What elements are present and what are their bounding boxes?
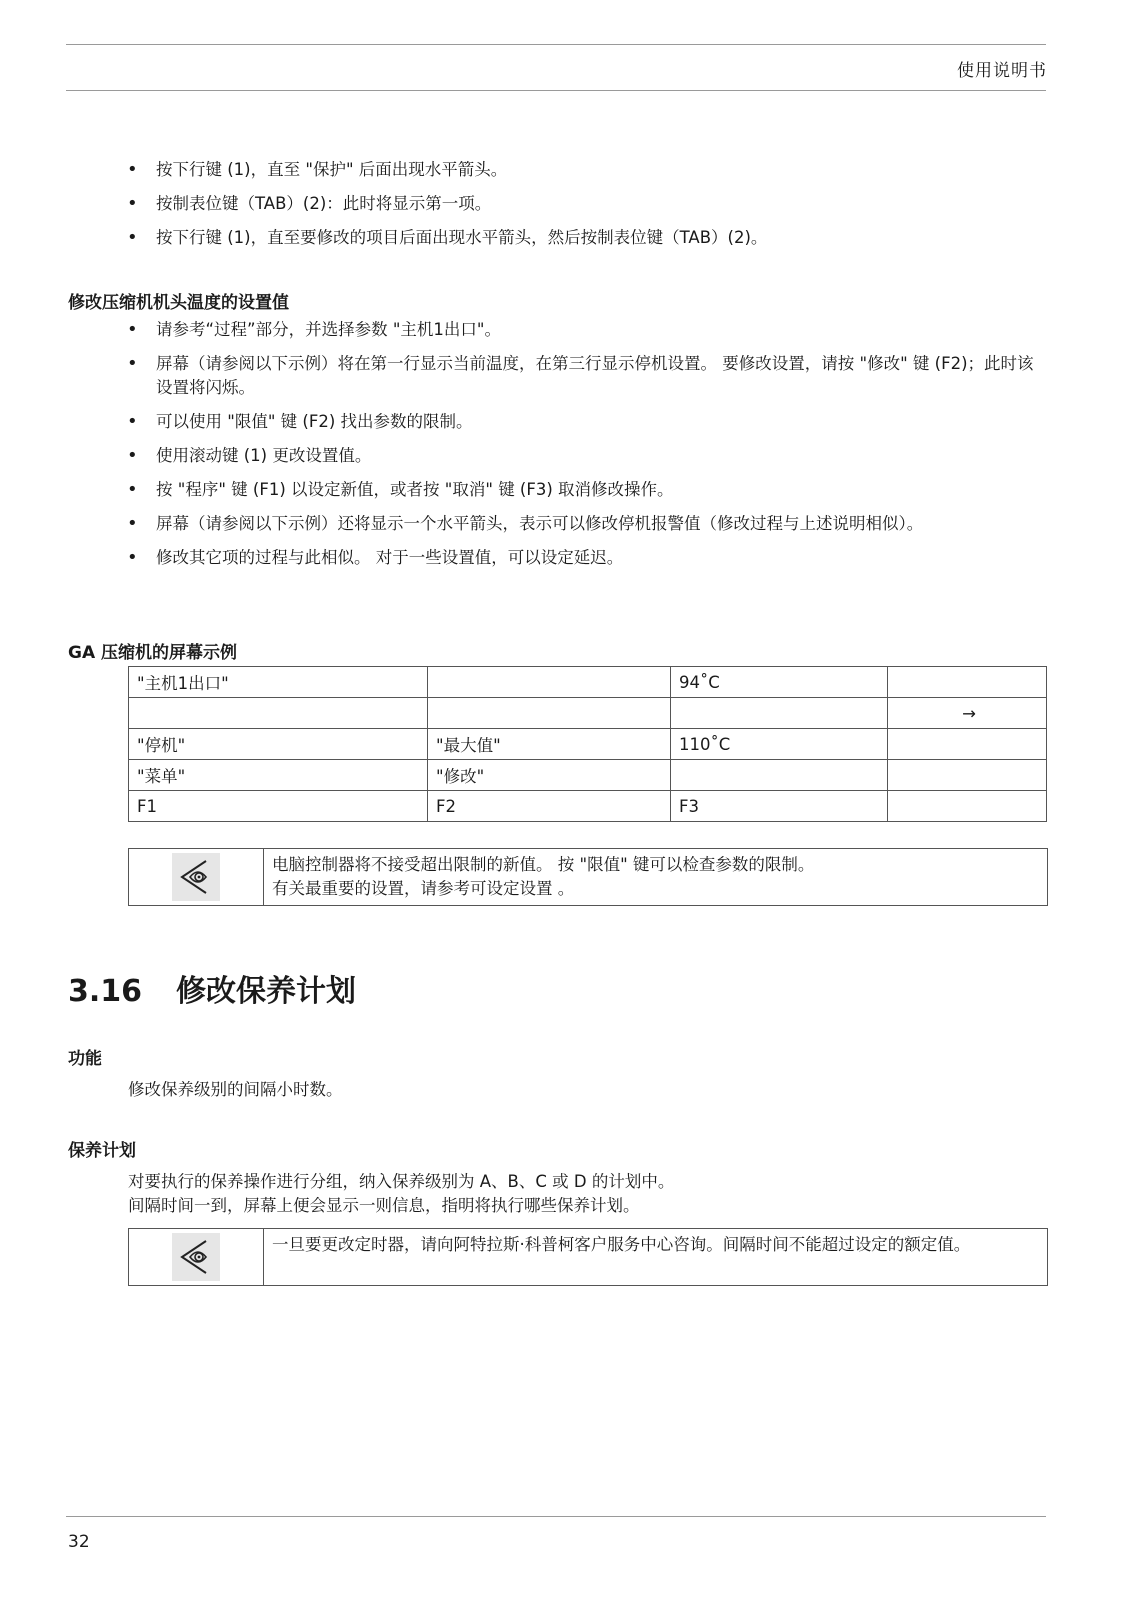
table-row — [129, 760, 1047, 791]
note-line: 电脑控制器将不接受超出限制的新值。 按 "限值" 键可以检查参数的限制。 — [272, 855, 815, 874]
table-cell — [671, 698, 888, 729]
section-heading: 修改保养计划 — [176, 974, 356, 1009]
eye-icon — [172, 853, 220, 901]
table-cell — [671, 760, 888, 791]
header-title: 使用说明书 — [957, 61, 1047, 81]
table-cell — [428, 667, 671, 698]
page-number: 32 — [68, 1532, 90, 1552]
table-row — [129, 729, 1047, 760]
table-cell: F1 — [129, 791, 428, 822]
plan-heading: 保养计划 — [68, 1141, 136, 1161]
list-item: • 请参考“过程”部分，并选择参数 "主机1出口"。 — [125, 318, 1045, 342]
arrow-cell: → — [888, 698, 1047, 729]
table-cell: 94˚C — [671, 667, 888, 698]
table-cell: "停机" — [129, 729, 428, 760]
list-item: • 按 "程序" 键 (F1) 以设定新值，或者按 "取消" 键 (F3) 取消修改操作。 — [125, 478, 1045, 502]
table-cell: F2 — [428, 791, 671, 822]
function-text: 修改保养级别的间隔小时数。 — [128, 1080, 343, 1099]
table-cell — [129, 698, 428, 729]
temp-section-heading: 修改压缩机机头温度的设置值 — [68, 293, 289, 313]
list-item: • 按下行键 (1)，直至要修改的项目后面出现水平箭头，然后按制表位键（TAB）(2)。 — [125, 226, 1045, 250]
table-cell: 110˚C — [671, 729, 888, 760]
header-top-rule — [66, 44, 1046, 45]
table-cell — [888, 729, 1047, 760]
table-cell: "主机1出口" — [129, 667, 428, 698]
temp-bullet-list — [125, 318, 1045, 580]
top-bullet-list — [125, 158, 1045, 260]
table-row — [129, 698, 1047, 729]
list-item: • 屏幕（请参阅以下示例）还将显示一个水平箭头，表示可以修改停机报警值（修改过程与上述说明相似）。 — [125, 512, 1045, 536]
table-cell — [428, 698, 671, 729]
list-item: • 使用滚动键 (1) 更改设置值。 — [125, 444, 1045, 468]
table-cell: "菜单" — [129, 760, 428, 791]
list-item: • 屏幕（请参阅以下示例）将在第一行显示当前温度，在第三行显示停机设置。 要修改设置，请按 "修改" 键 (F2)；此时该设置将闪烁。 — [125, 352, 1045, 400]
list-item: • 按制表位键（TAB）(2)：此时将显示第一项。 — [125, 192, 1045, 216]
table-row — [129, 791, 1047, 822]
header-bottom-rule — [66, 90, 1046, 91]
note-text — [264, 849, 822, 905]
table-cell: F3 — [671, 791, 888, 822]
list-item: • 按下行键 (1)，直至 "保护" 后面出现水平箭头。 — [125, 158, 1045, 182]
table-row — [129, 667, 1047, 698]
list-item: • 可以使用 "限值" 键 (F2) 找出参数的限制。 — [125, 410, 1045, 434]
screen-example-table — [128, 666, 1047, 822]
table-cell — [888, 667, 1047, 698]
note-icon-cell — [129, 1229, 264, 1285]
plan-line: 对要执行的保养操作进行分组，纳入保养级别为 A、B、C 或 D 的计划中。 — [128, 1172, 675, 1191]
note-icon-cell — [129, 849, 264, 905]
table-cell — [888, 791, 1047, 822]
screen-example-heading: GA 压缩机的屏幕示例 — [68, 643, 238, 663]
note-box-timer — [128, 1228, 1048, 1286]
eye-icon — [172, 1233, 220, 1281]
footer-rule — [66, 1516, 1046, 1517]
function-heading: 功能 — [68, 1049, 102, 1069]
section-title — [68, 966, 356, 1010]
section-number: 3.16 — [68, 974, 143, 1009]
note-text: 一旦要更改定时器，请向阿特拉斯·科普柯客户服务中心咨询。间隔时间不能超过设定的额定值。 — [272, 1235, 971, 1254]
note-box-limits — [128, 848, 1048, 906]
plan-text — [128, 1170, 1028, 1218]
table-cell: "最大值" — [428, 729, 671, 760]
table-cell — [888, 760, 1047, 791]
note-line: 有关最重要的设置，请参考可设定设置 。 — [272, 879, 575, 898]
list-item: • 修改其它项的过程与此相似。 对于一些设置值，可以设定延迟。 — [125, 546, 1045, 570]
table-cell: "修改" — [428, 760, 671, 791]
plan-line: 间隔时间一到，屏幕上便会显示一则信息，指明将执行哪些保养计划。 — [128, 1196, 640, 1215]
